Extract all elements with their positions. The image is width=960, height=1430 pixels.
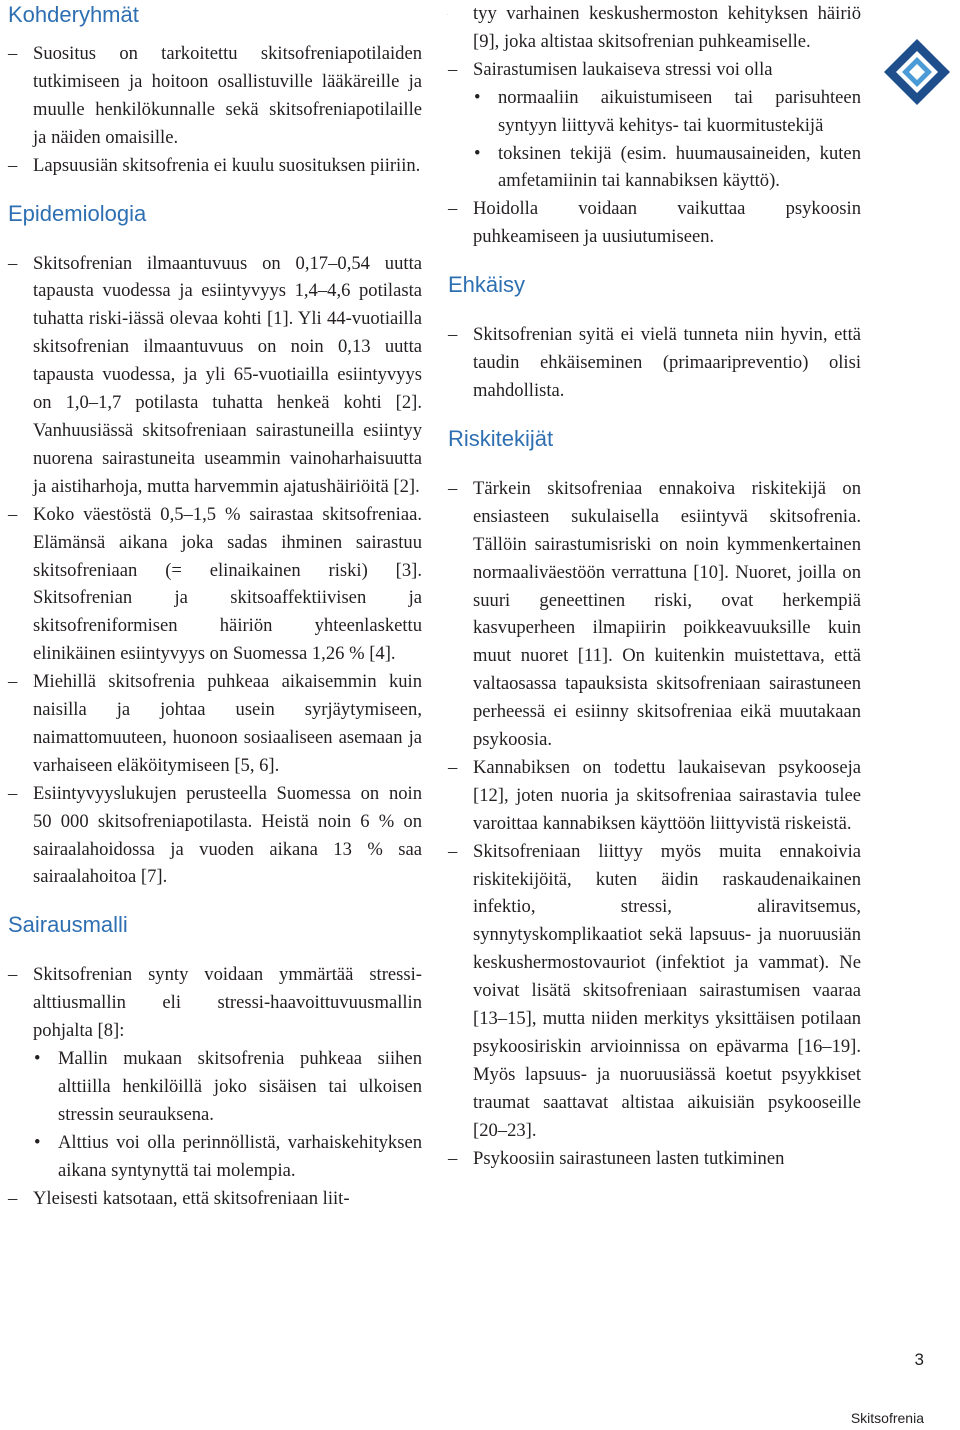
epidemiologia-item-3: – Miehillä skitsofrenia puhkeaa aikaisemmin kuin naisilla ja johtaa usein syrjäytymiseen, naimattomuuteen, huonoon sosiaaliseen asemaan ja varhaiseen eläköitymiseen [5, 6]. xyxy=(8,668,422,780)
heading-epidemiologia: Epidemiologia xyxy=(8,200,147,226)
sairausmalli-bullet-list xyxy=(8,1045,422,1185)
running-footer-title: Skitsofrenia xyxy=(850,1410,924,1426)
hoito-item: – Hoidolla voidaan vaikuttaa psykoosin puhkeamiseen ja uusiutumiseen. xyxy=(448,195,861,251)
heading-kohderyhmat: Kohderyhmät xyxy=(8,2,139,27)
stressi-bullet-list xyxy=(448,84,861,196)
ehkaisy-item-1: – Skitsofrenian syitä ei vielä tunneta niin hyvin, että taudin ehkäiseminen (primaaripreventio) olisi mahdollista. xyxy=(448,321,861,405)
sairausmalli-bullet-1: • Mallin mukaan skitsofrenia puhkeaa siihen alttiilla henkilöillä joko sisäisen tai ulkoisen stressin seurauksena. xyxy=(8,1045,422,1129)
left-column xyxy=(8,0,422,1213)
epidemiologia-item-4: – Esiintyvyyslukujen perusteella Suomessa on noin 50 000 skitsofreniapotilasta. Heistä noin 6 % on sairaalahoidossa ja vuoden aikana 13 % saa sairaalahoitoa [7]. xyxy=(8,780,422,892)
heading-ehkaisy: Ehkäisy xyxy=(448,272,526,298)
stressi-intro: – Sairastumisen laukaiseva stressi voi olla xyxy=(448,56,861,84)
sairausmalli-bullet-2: • Alttius voi olla perinnöllistä, varhaiskehityksen aikana syntynyttä tai molempia. xyxy=(8,1129,422,1185)
sairausmalli-intro: – Skitsofrenian synty voidaan ymmärtää stressi-alttiusmallin eli stressi-haavoittuvuusmallin pohjalta [8]: xyxy=(8,961,422,1045)
heading-sairausmalli: Sairausmalli xyxy=(8,912,128,938)
epidemiologia-item-2: – Koko väestöstä 0,5–1,5 % sairastaa skitsofreniaa. Elämänsä aikana joka sadas ihminen sairastuu skitsofreniaan (= elinaikainen riski) [3]. Skitsofrenian ja skitsoaffektiivisen ja skitsofreniformisen häiriön yhteenlaskettu elinikäinen esiintyvyys on Suomessa 1,26 % [4]. xyxy=(8,501,422,668)
kohderyhmat-item-1: – Suositus on tarkoitettu skitsofreniapotilaiden tutkimiseen ja hoitoon osallistuville lääkäreille ja muulle henkilökunnalle sekä skitsofreniapotilaille ja näiden omaisille. xyxy=(8,40,422,152)
diamond-logo-icon xyxy=(881,36,953,108)
right-column xyxy=(448,0,861,1173)
epidemiologia-item-1: – Skitsofrenian ilmaantuvuus on 0,17–0,54 uutta tapausta vuodessa ja esiintyvyys 1,4–4,6 potilasta tuhatta riski-iässä olevaa kohti [1]. Yli 44-vuotiailla skitsofrenian ilmaantuvuus on noin 0,13 uutta tapausta vuodessa, ja yli 65-vuotiailla esiintyvyys on 1,0–1,7 potilasta tuhatta henkeä kohti [2]. Vanhuusiässä skitsofreniaan sairastuneilla esiintyy nuorena sairastuneita useammin vainoharhaisuutta ja aistiharhoja, mutta harvemmin ajatushäiriöitä [2]. xyxy=(8,250,422,501)
riskitekijat-item-2: – Kannabiksen on todettu laukaisevan psykooseja [12], joten nuoria ja skitsofreniaa sairastavia tulee varoittaa kannabiksen käyttöön liittyvistä riskeistä. xyxy=(448,754,861,838)
riskitekijat-item-3: – Skitsofreniaan liittyy myös muita ennakoivia riskitekijöitä, kuten äidin raskaudenaikainen infektio, stressi, aliravitsemus, synnytyskomplikaatiot sekä lapsuus- ja nuoruusiän keskushermostovauriot (infektiot ja vammat). Ne voivat lisätä skitsofreniaan sairastumisen vaaraa [13–15], mutta niiden merkitys yksittäisen potilaan psykoosiriskin arvioinnissa on epävarma [16–19]. Myös lapsuus- ja nuoruusiässä koetut psyykkiset traumat saattavat altistaa aikuisiän psykooseille [20–23]. xyxy=(448,838,861,1145)
kohderyhmat-item-2: – Lapsuusiän skitsofrenia ei kuulu suosituksen piiriin. xyxy=(8,152,422,180)
page-number: 3 xyxy=(914,1350,924,1369)
riskitekijat-item-4: – Psykoosiin sairastuneen lasten tutkiminen xyxy=(448,1145,861,1173)
heading-riskitekijat: Riskitekijät xyxy=(448,425,554,451)
sairausmalli-item-2: – Yleisesti katsotaan, että skitsofreniaan liit- xyxy=(8,1185,422,1213)
continued-paragraph-text: tyy varhainen keskushermoston kehityksen häiriö [9], joka altistaa skitsofrenian puhkeamiselle. xyxy=(473,3,861,52)
stressi-bullet-1: • normaaliin aikuistumiseen tai parisuhteen syntyyn liittyvä kehitys- tai kuormitustekijä xyxy=(448,84,861,140)
stressi-bullet-2: • toksinen tekijä (esim. huumausaineiden, kuten amfetamiinin tai kannabiksen käyttö). xyxy=(448,140,861,196)
continued-paragraph xyxy=(448,0,861,56)
riskitekijat-item-1: – Tärkein skitsofreniaa ennakoiva riskitekijä on ensiasteen sukulaisella esiintyvä skitsofrenia. Tällöin sairastumisriski on noin kymmenkertainen normaaliväestöön verrattuna [10]. Nuoret, joilla on suuri geneettinen riski, ovat herkempiä kasvuperheen ilmapiirin poikkeavuuksille kuin muut nuoret [11]. On kuitenkin muistettava, että valtaosassa tapauksista skitsofreniaan sairastuneen perheessä ei esiinny skitsofreniaa eikä muutakaan psykoosia. xyxy=(448,475,861,754)
